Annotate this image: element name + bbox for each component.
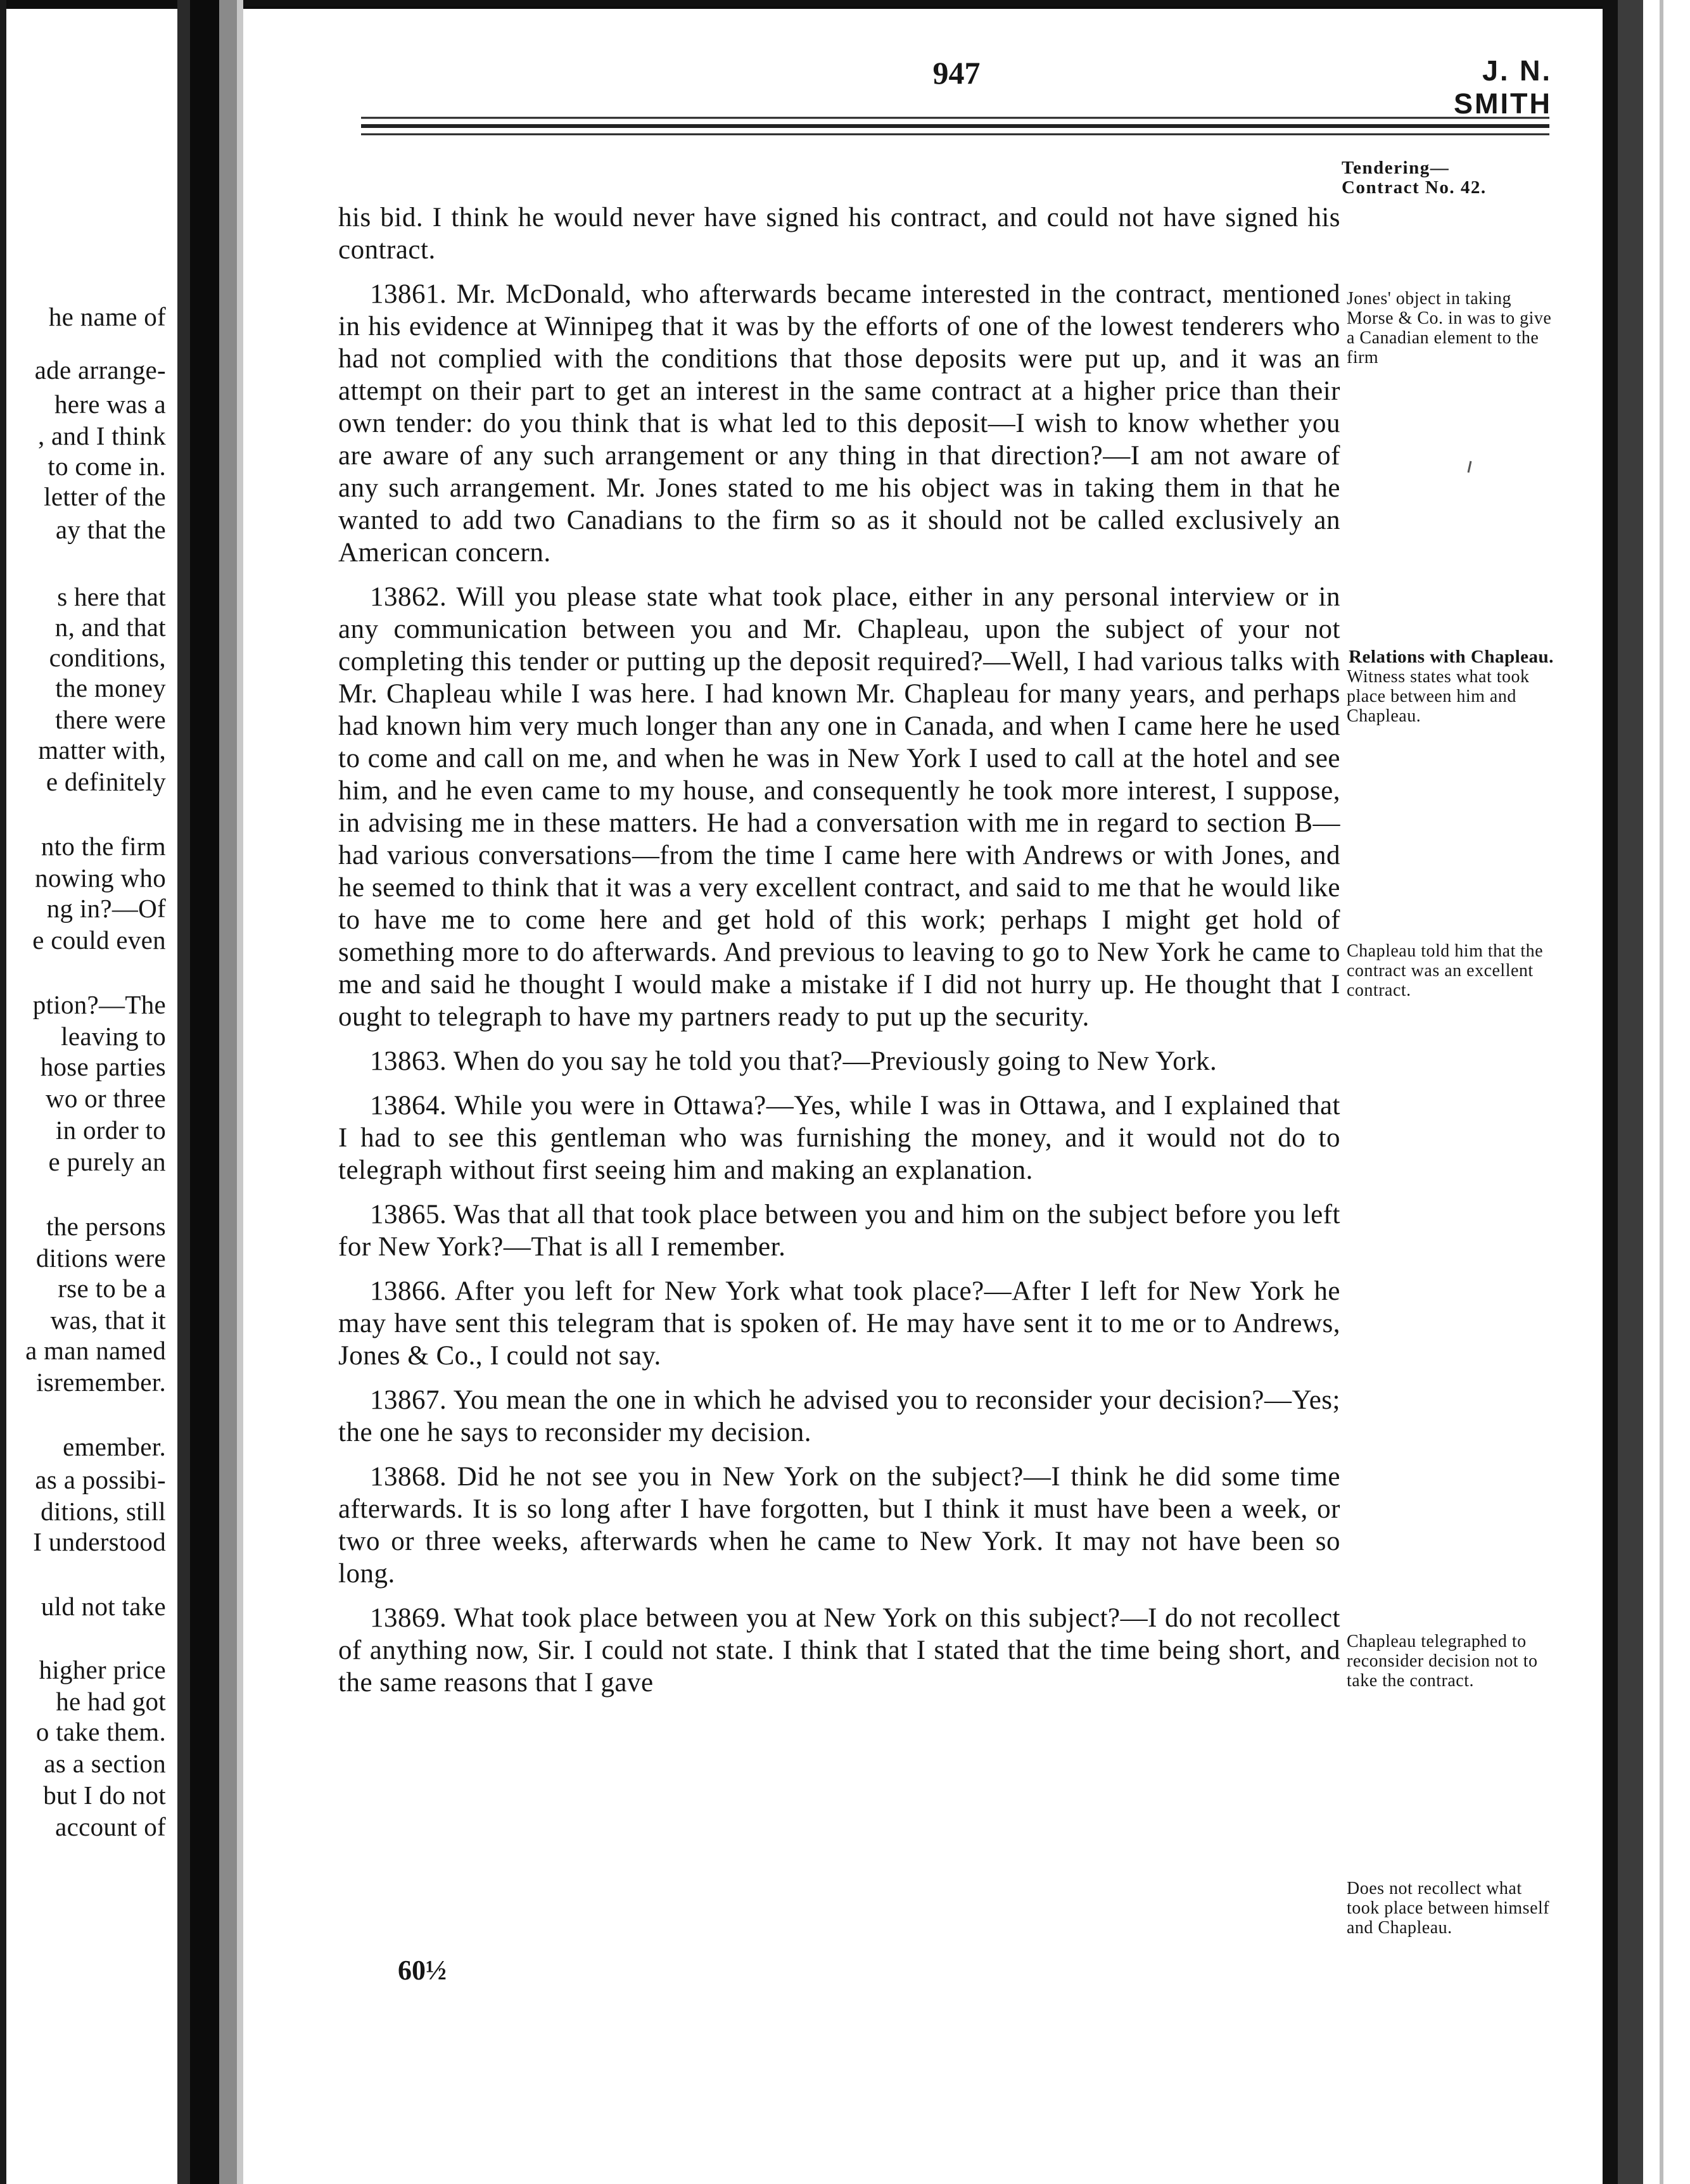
left-page-line: but I do not [43,1781,166,1810]
left-page-line: to come in. [48,452,166,481]
left-page-line: he had got [56,1687,166,1716]
left-page-line: ditions, still [41,1497,166,1526]
running-head: J. N. SMITH [1454,54,1552,120]
left-page-line: o take them. [35,1717,166,1746]
left-page-line: matter with, [38,735,166,765]
left-page-line: there were [55,705,166,734]
left-page-line: account of [55,1812,166,1841]
paragraph: 13864. While you were in Ottawa?—Yes, while I was in Ottawa, and I explained that I had to see this gentleman who was furnishing the money, and it would not do to telegraph without first seeing him and making an explanation. [338,1091,1340,1185]
left-page-line: wo or three [45,1084,166,1113]
margin-note-text: Does not recollect what took place between himself and Chapleau. [1347,1879,1550,1938]
left-page-line: conditions, [49,643,166,672]
page-number: 947 [932,55,981,91]
left-page-line: nto the firm [41,832,166,861]
left-page-line: e purely an [48,1147,166,1176]
left-page-line: ng in?—Of [46,894,166,923]
margin-note [1347,1879,1556,1938]
margin-note-text: Chapleau told him that the contract was an excellent contract. [1347,941,1544,1000]
left-page-line: as a section [44,1749,166,1778]
left-page-line: a man named [25,1336,166,1365]
left-page-line: hose parties [40,1052,166,1081]
left-page-line: the persons [46,1212,166,1241]
left-page-line: e definitely [46,767,166,796]
left-page-line: here was a [54,390,166,419]
section-head-line: Tendering— [1342,158,1450,178]
left-page-line: rse to be a [58,1274,166,1303]
left-page-line: emember. [63,1432,166,1461]
margin-note [1347,647,1556,726]
left-page-line: letter of the [44,482,166,511]
left-page-line: ditions were [35,1243,166,1273]
left-page-line: he name of [48,302,166,331]
section-head [1342,158,1557,198]
signature-mark: 60½ [398,1955,447,1986]
left-page-line: , and I think [37,421,166,450]
left-page-line: n, and that [54,613,166,642]
paragraph: 13863. When do you say he told you that?—Previously going to New York. [370,1046,1217,1076]
left-page-line: uld not take [41,1592,166,1621]
margin-note-text: Witness states what took place between him and Chapleau. [1347,667,1530,726]
paragraph: 13867. You mean the one in which he advised you to reconsider your decision?—Yes; the one he says to reconsider my decision. [338,1385,1340,1447]
left-page-line: leaving to [61,1022,166,1051]
paragraph: 13865. Was that all that took place between you and him on the subject before you left for New York?—That is all I remember. [338,1200,1340,1262]
left-page-line: ption?—The [32,990,166,1019]
left-page-line: ay that the [55,515,166,544]
paragraph: 13866. After you left for New York what took place?—After I left for New York he may have sent this telegram that is spoken of. He may have sent it to me or to Andrews, Jones & Co., I could not say. [338,1276,1340,1371]
body-text [338,201,1340,1711]
paragraph: 13869. What took place between you at New York on this subject?—I do not recollect of anything now, Sir. I could not state. I think that I stated that the time being short, and the same reasons that I gave [338,1603,1340,1698]
left-page-line: in order to [55,1115,166,1145]
paragraph: 13861. Mr. McDonald, who afterwards became interested in the contract, mentioned in his evidence at Winnipeg that it was by the efforts of one of the lowest tenderers who had not complied with the conditions that those deposits were put up, and it was an attempt on their part to get an interest in the same contract at a higher price than their own tender: do you think that is what led to this deposit—I wish to know whether you are aware of any such arrangement or any thing in that direction?—I am not aware of any such arrangement. Mr. Jones stated to me his object was in taking them in that he wanted to add two Canadians to the firm so as it should not be called exclusively an American concern. [338,279,1340,568]
left-page-line: I understood [33,1527,166,1556]
margin-note [1347,941,1556,1000]
paragraph: 13868. Did he not see you in New York on the subject?—I think he did some time afterwards. It is so long after I have forgotten, but I think it must have been a week, or two or three weeks, afterwards when he came to New York. It may not have been so long. [338,1462,1340,1589]
section-head-line: Contract No. 42. [1342,177,1487,198]
left-page-line: ade arrange- [34,355,166,384]
left-page-line: s here that [57,582,166,611]
left-page-line: nowing who [35,863,166,892]
paragraph: 13862. Will you please state what took place, either in any personal interview or in any communication between you and Mr. Chapleau, upon the subject of your not completing this tender or putting up the deposit required?—Well, I had various talks with Mr. Chapleau while I was here. I had known Mr. Chapleau for many years, and perhaps had known him very much longer than any one in Canada, and when I came here he used to come and call on me, and when he was in New York I used to call at the hotel and see him, and he even came to my house, and consequently he took more interest, I suppose, in advising me in these matters. He had a conversation with me in regard to section B—had various conversations—from the time I came here with Andrews or with Jones, and he seemed to think that it was a very excellent contract, and said to me that he would like to have me to come here and get hold of this work; perhaps I might get hold of something more to do afterwards. And previous to leaving to go to New York he came to me and said he thought I would make a mistake if I did not hurry up. He thought that I ought to telegraph to have my partners ready to put up the security. [338,582,1340,1032]
margin-note [1347,1632,1556,1691]
left-page-line: higher price [39,1655,166,1684]
left-page-line: isremember. [36,1368,166,1397]
paragraph: his bid. I think he would never have signed his contract, and could not have signed his contract. [338,203,1340,265]
left-page-line: e could even [32,925,166,955]
left-page-line: the money [55,673,166,702]
left-page-line: was, that it [50,1305,166,1335]
margin-note-text: Chapleau telegraphed to reconsider decision not to take the contract. [1347,1632,1538,1691]
margin-note [1347,289,1556,367]
margin-note-text: Jones' object in taking Morse & Co. in was to give a Canadian element to the firm [1347,289,1552,367]
margin-note-title: Relations with Chapleau. [1349,647,1554,667]
left-page-line: as a possibi- [35,1465,166,1494]
